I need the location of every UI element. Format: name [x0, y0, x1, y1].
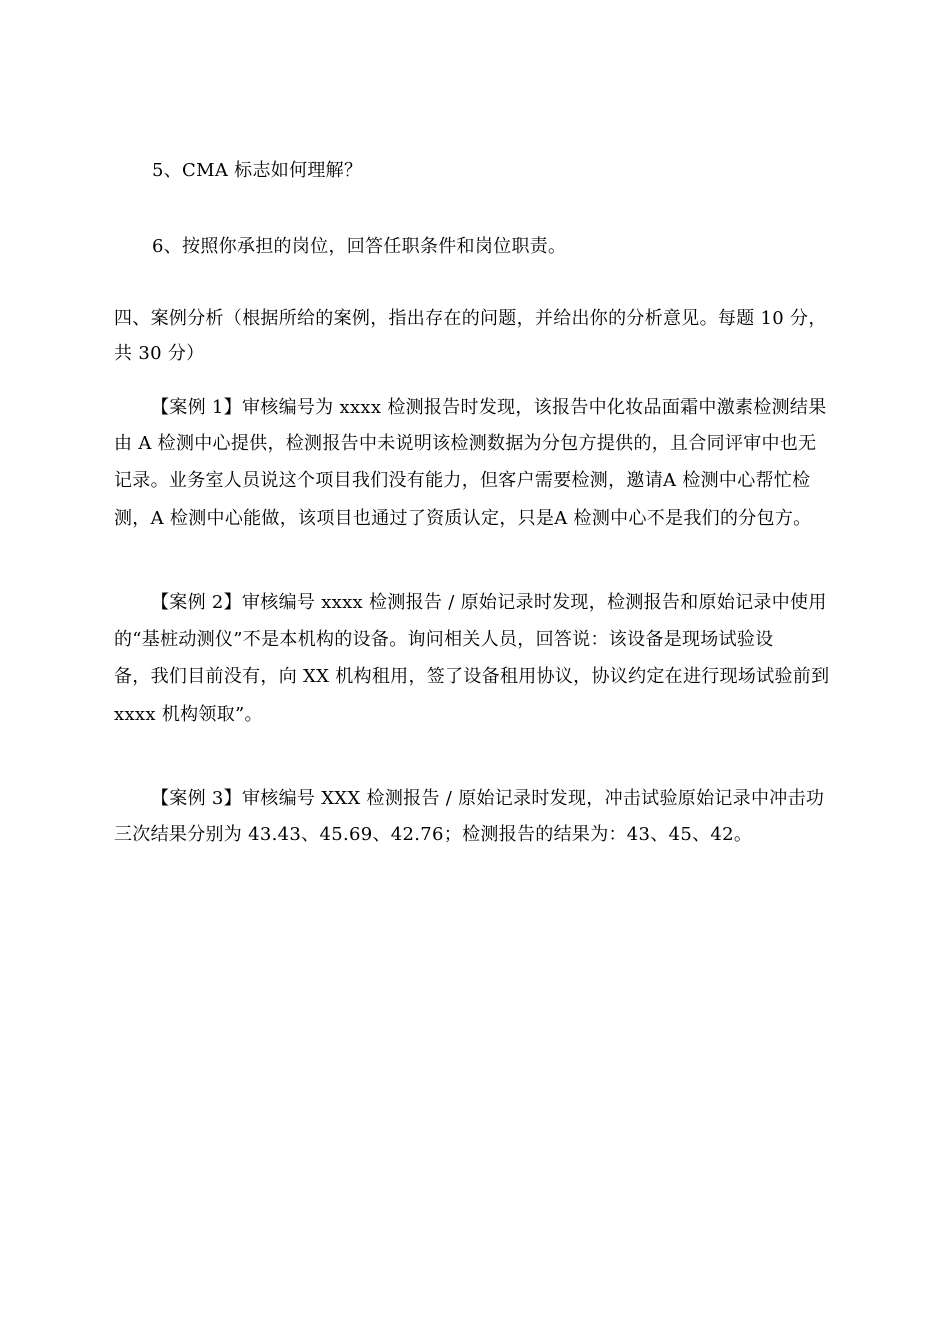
question-6: 6、按照你承担的岗位，回答任职条件和岗位职责。	[152, 236, 567, 257]
case-1-line-1: 【案例 1】审核编号为 xxxx 检测报告时发现，该报告中化妆品面霜中激素检测结果	[151, 397, 827, 418]
section-4-title: 四、案例分析（根据所给的案例，指出存在的问题，并给出你的分析意见。每题 10 分，	[114, 308, 827, 329]
case-1-line-3: 记录。业务室人员说这个项目我们没有能力，但客户需要检测，邀请A 检测中心帮忙检	[114, 470, 811, 491]
case-3-line-2: 三次结果分别为 43.43、45.69、42.76；检测报告的结果为：43、45、42。	[114, 824, 753, 845]
case-3-line-1: 【案例 3】审核编号 XXX 检测报告 / 原始记录时发现，冲击试验原始记录中冲击功	[151, 788, 825, 809]
case-2-line-1: 【案例 2】审核编号 xxxx 检测报告 / 原始记录时发现，检测报告和原始记录中使用	[151, 592, 827, 613]
question-5: 5、CMA 标志如何理解？	[152, 160, 363, 181]
case-1-line-4: 测，A 检测中心能做，该项目也通过了资质认定，只是A 检测中心不是我们的分包方。	[114, 508, 812, 529]
section-4-title-continued: 共 30 分）	[114, 343, 205, 364]
case-2-line-3: 备，我们目前没有，向 XX 机构租用，签了设备租用协议，协议约定在进行现场试验前到	[114, 666, 830, 687]
case-1-line-2: 由 A 检测中心提供，检测报告中未说明该检测数据为分包方提供的，且合同评审中也无	[114, 433, 817, 454]
case-2-line-2: 的“基桩动测仪”不是本机构的设备。询问相关人员，回答说：该设备是现场试验设	[114, 629, 774, 650]
case-2-line-4: xxxx 机构领取”。	[114, 704, 263, 725]
